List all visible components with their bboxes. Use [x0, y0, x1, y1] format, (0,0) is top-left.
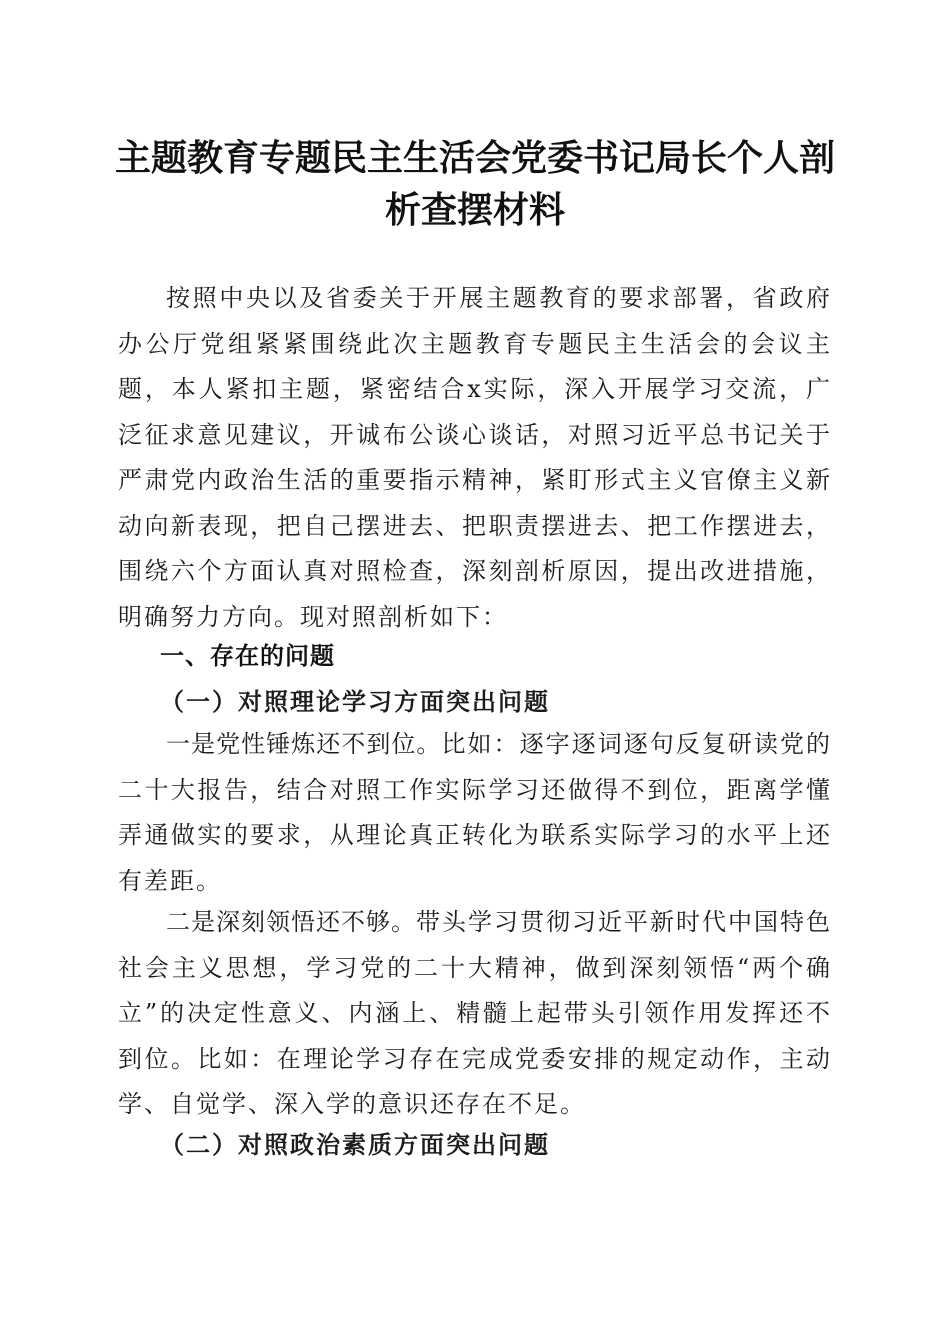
point-2-lead: 二是深刻领悟还不够。 — [166, 908, 416, 936]
point-2-text: 带头学习贯彻习近平新时代中国特色社会主义思想，学习党的二十大精神，做到深刻领悟“两个确立”的决定性意义、内涵上、精髓上起带头引领作用发挥还不到位。比如：在理论学习存在完成党委安排的规定动作，主动学、自觉学、深入学的意识还存在不足。 — [118, 908, 832, 1118]
point-1-lead: 一是党性锤炼还不到位。 — [166, 730, 442, 758]
document-title — [100, 132, 850, 236]
point-2-paragraph — [118, 900, 832, 1128]
title-line-2: 析查摆材料 — [384, 189, 565, 231]
subsection-heading-political-quality: （二）对照政治素质方面突出问题 — [160, 1130, 550, 1159]
title-line-1: 主题教育专题民主生活会党委书记局长个人剖 — [114, 137, 835, 179]
point-1-text: 比如：逐字逐词逐句反复研读党的二十大报告，结合对照工作实际学习还做得不到位，距离学懂弄通做实的要求，从理论真正转化为联系实际学习的水平上还有差距。 — [118, 730, 833, 895]
section-heading-problems: 一、存在的问题 — [160, 642, 335, 670]
point-1-paragraph — [118, 722, 832, 904]
subsection-heading-theory-study: （一）对照理论学习方面突出问题 — [160, 687, 550, 716]
intro-paragraph: 按照中央以及省委关于开展主题教育的要求部署，省政府办公厅党组紧紧围绕此次主题教育专题民主生活会的会议主题，本人紧扣主题，紧密结合x实际，深入开展学习交流，广泛征求意见建议，开诚布公谈心谈话，对照习近平总书记关于严肃党内政治生活的重要指示精神，紧盯形式主义官僚主义新动向新表现，把自己摆进去、把职责摆进去、把工作摆进去，围绕六个方面认真对照检查，深刻剖析原因，提出改进措施，明确努力方向。现对照剖析如下： — [118, 284, 832, 631]
